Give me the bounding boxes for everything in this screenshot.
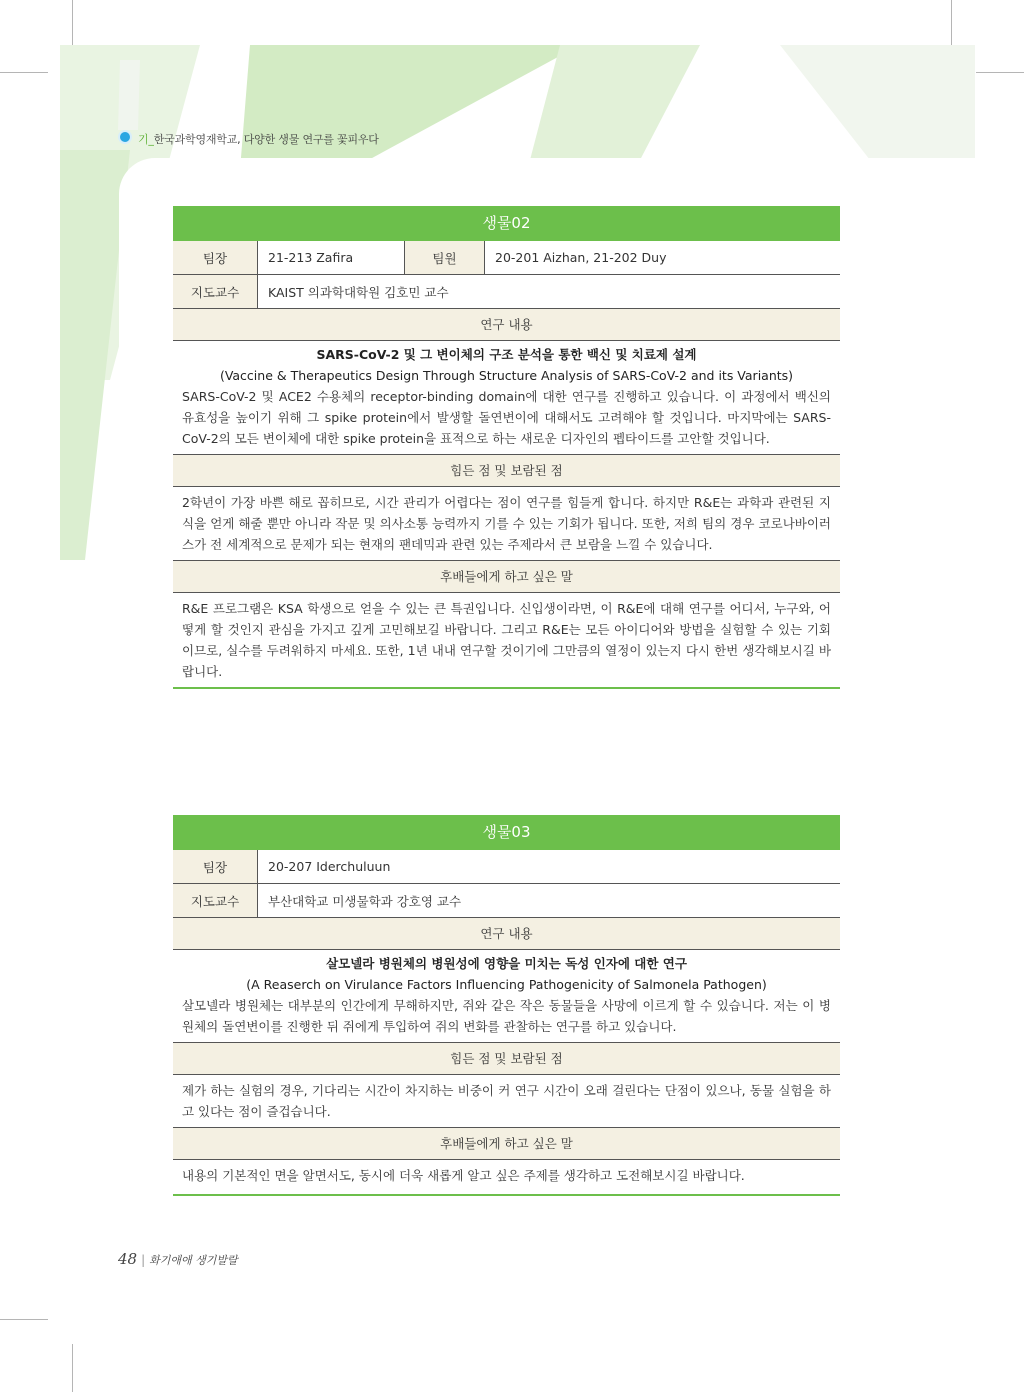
chapter-mark: 기_ [138, 133, 154, 146]
info-table [173, 241, 840, 275]
leader-label: 팀장 [173, 850, 258, 884]
advisor-label: 지도교수 [173, 275, 258, 309]
footer-divider: | [141, 1253, 146, 1267]
message-body: R&E 프로그램은 KSA 학생으로 얻을 수 있는 큰 특권입니다. 신입생이라면, 이 R&E에 대해 연구를 어디서, 누구와, 어떻게 할 것인지 관심을 가지고 깊게 고민해보길 바랍니다. 그리고 R&E는 모든 아이디어와 방법을 실험할 수 있는 기회이므로, 실수를 두려워하지 마세요. 또한, 1년 내내 연구할 것이기에 그만큼의 열정이 있는지 다시 한번 생각해보시길 바랍니다. [173, 593, 840, 689]
research-label: 연구 내용 [173, 309, 840, 341]
info-table [173, 275, 840, 309]
running-header [118, 130, 379, 147]
project-title: 생물03 [173, 815, 840, 850]
research-section [173, 341, 840, 454]
crop-mark [72, 1344, 73, 1392]
page-footer [118, 1250, 238, 1268]
advisor-label: 지도교수 [173, 884, 258, 918]
project-block [173, 815, 840, 1196]
publication-title: 화기애애 생기발랄 [149, 1254, 238, 1267]
research-title-korean: SARS-CoV-2 및 그 변이체의 구조 분석을 통한 백신 및 치료제 설계 [316, 347, 697, 362]
research-title-english: (A Reaserch on Virulance Factors Influencing Pathogenicity of Salmonela Pathogen) [246, 977, 767, 992]
crop-mark [0, 1319, 48, 1320]
hardship-body: 제가 하는 실험의 경우, 기다리는 시간이 차지하는 비중이 커 연구 시간이 오래 걸린다는 단점이 있으나, 동물 실험을 하고 있다는 점이 즐겁습니다. [182, 1083, 831, 1119]
message-label: 후배들에게 하고 싶은 말 [173, 560, 840, 593]
research-section [173, 950, 840, 1042]
leader-value: 21-213 Zafira [258, 241, 405, 275]
advisor-value: 부산대학교 미생물학과 강호영 교수 [258, 884, 841, 918]
research-title-korean: 살모넬라 병원체의 병원성에 영향을 미치는 독성 인자에 대한 연구 [326, 956, 687, 971]
research-body: SARS-CoV-2 및 ACE2 수용체의 receptor-binding domain에 대한 연구를 진행하고 있습니다. 이 과정에서 백신의 유효성을 높이기 위해 그 spike protein에서 발생할 돌연변이에 대해서도 고려해야 할 것입니다. 마지막에는 SARS-CoV-2의 모든 변이체에 대한 spike protein을 표적으로 하는 새로운 디자인의 펩타이드를 고안할 것입니다. [182, 389, 831, 446]
message-label: 후배들에게 하고 싶은 말 [173, 1127, 840, 1160]
info-table [173, 884, 840, 918]
advisor-value: KAIST 의과학대학원 김호민 교수 [258, 275, 841, 309]
leader-label: 팀장 [173, 241, 258, 275]
research-body: 살모넬라 병원체는 대부분의 인간에게 무해하지만, 쥐와 같은 작은 동물들을 사망에 이르게 할 수 있습니다. 저는 이 병원체의 돌연변이를 진행한 뒤 쥐에게 투입하여 쥐의 변화를 관찰하는 연구를 하고 있습니다. [182, 998, 831, 1034]
header-title: 한국과학영재학교, 다양한 생물 연구를 꽃피우다 [153, 133, 379, 146]
project-block [173, 206, 840, 689]
hardship-label: 힘든 점 및 보람된 점 [173, 454, 840, 487]
page-number: 48 [118, 1250, 138, 1268]
bullet-icon [118, 130, 132, 144]
message-body: 내용의 기본적인 면을 알면서도, 동시에 더욱 새롭게 알고 싶은 주제를 생각하고 도전해보시길 바랍니다. [173, 1160, 840, 1196]
leader-value: 20-207 Iderchuluun [258, 850, 841, 884]
project-title: 생물02 [173, 206, 840, 241]
research-label: 연구 내용 [173, 918, 840, 950]
research-title-english: (Vaccine & Therapeutics Design Through Structure Analysis of SARS-CoV-2 and its Variants) [219, 368, 794, 383]
hardship-label: 힘든 점 및 보람된 점 [173, 1042, 840, 1075]
members-value: 20-201 Aizhan, 21-202 Duy [485, 241, 841, 275]
info-table [173, 850, 840, 884]
members-label: 팀원 [405, 241, 485, 275]
hardship-body: 2학년이 가장 바쁜 해로 꼽히므로, 시간 관리가 어렵다는 점이 연구를 힘들게 합니다. 하지만 R&E는 과학과 관련된 지식을 얻게 해줄 뿐만 아니라 작문 및 의사소통 능력까지 기를 수 있는 기회가 됩니다. 또한, 저희 팀의 경우 코로나바이러스가 전 세계적으로 문제가 되는 현재의 팬데믹과 관련 있는 주제라서 큰 보람을 느낄 수 있습니다. [182, 495, 831, 552]
